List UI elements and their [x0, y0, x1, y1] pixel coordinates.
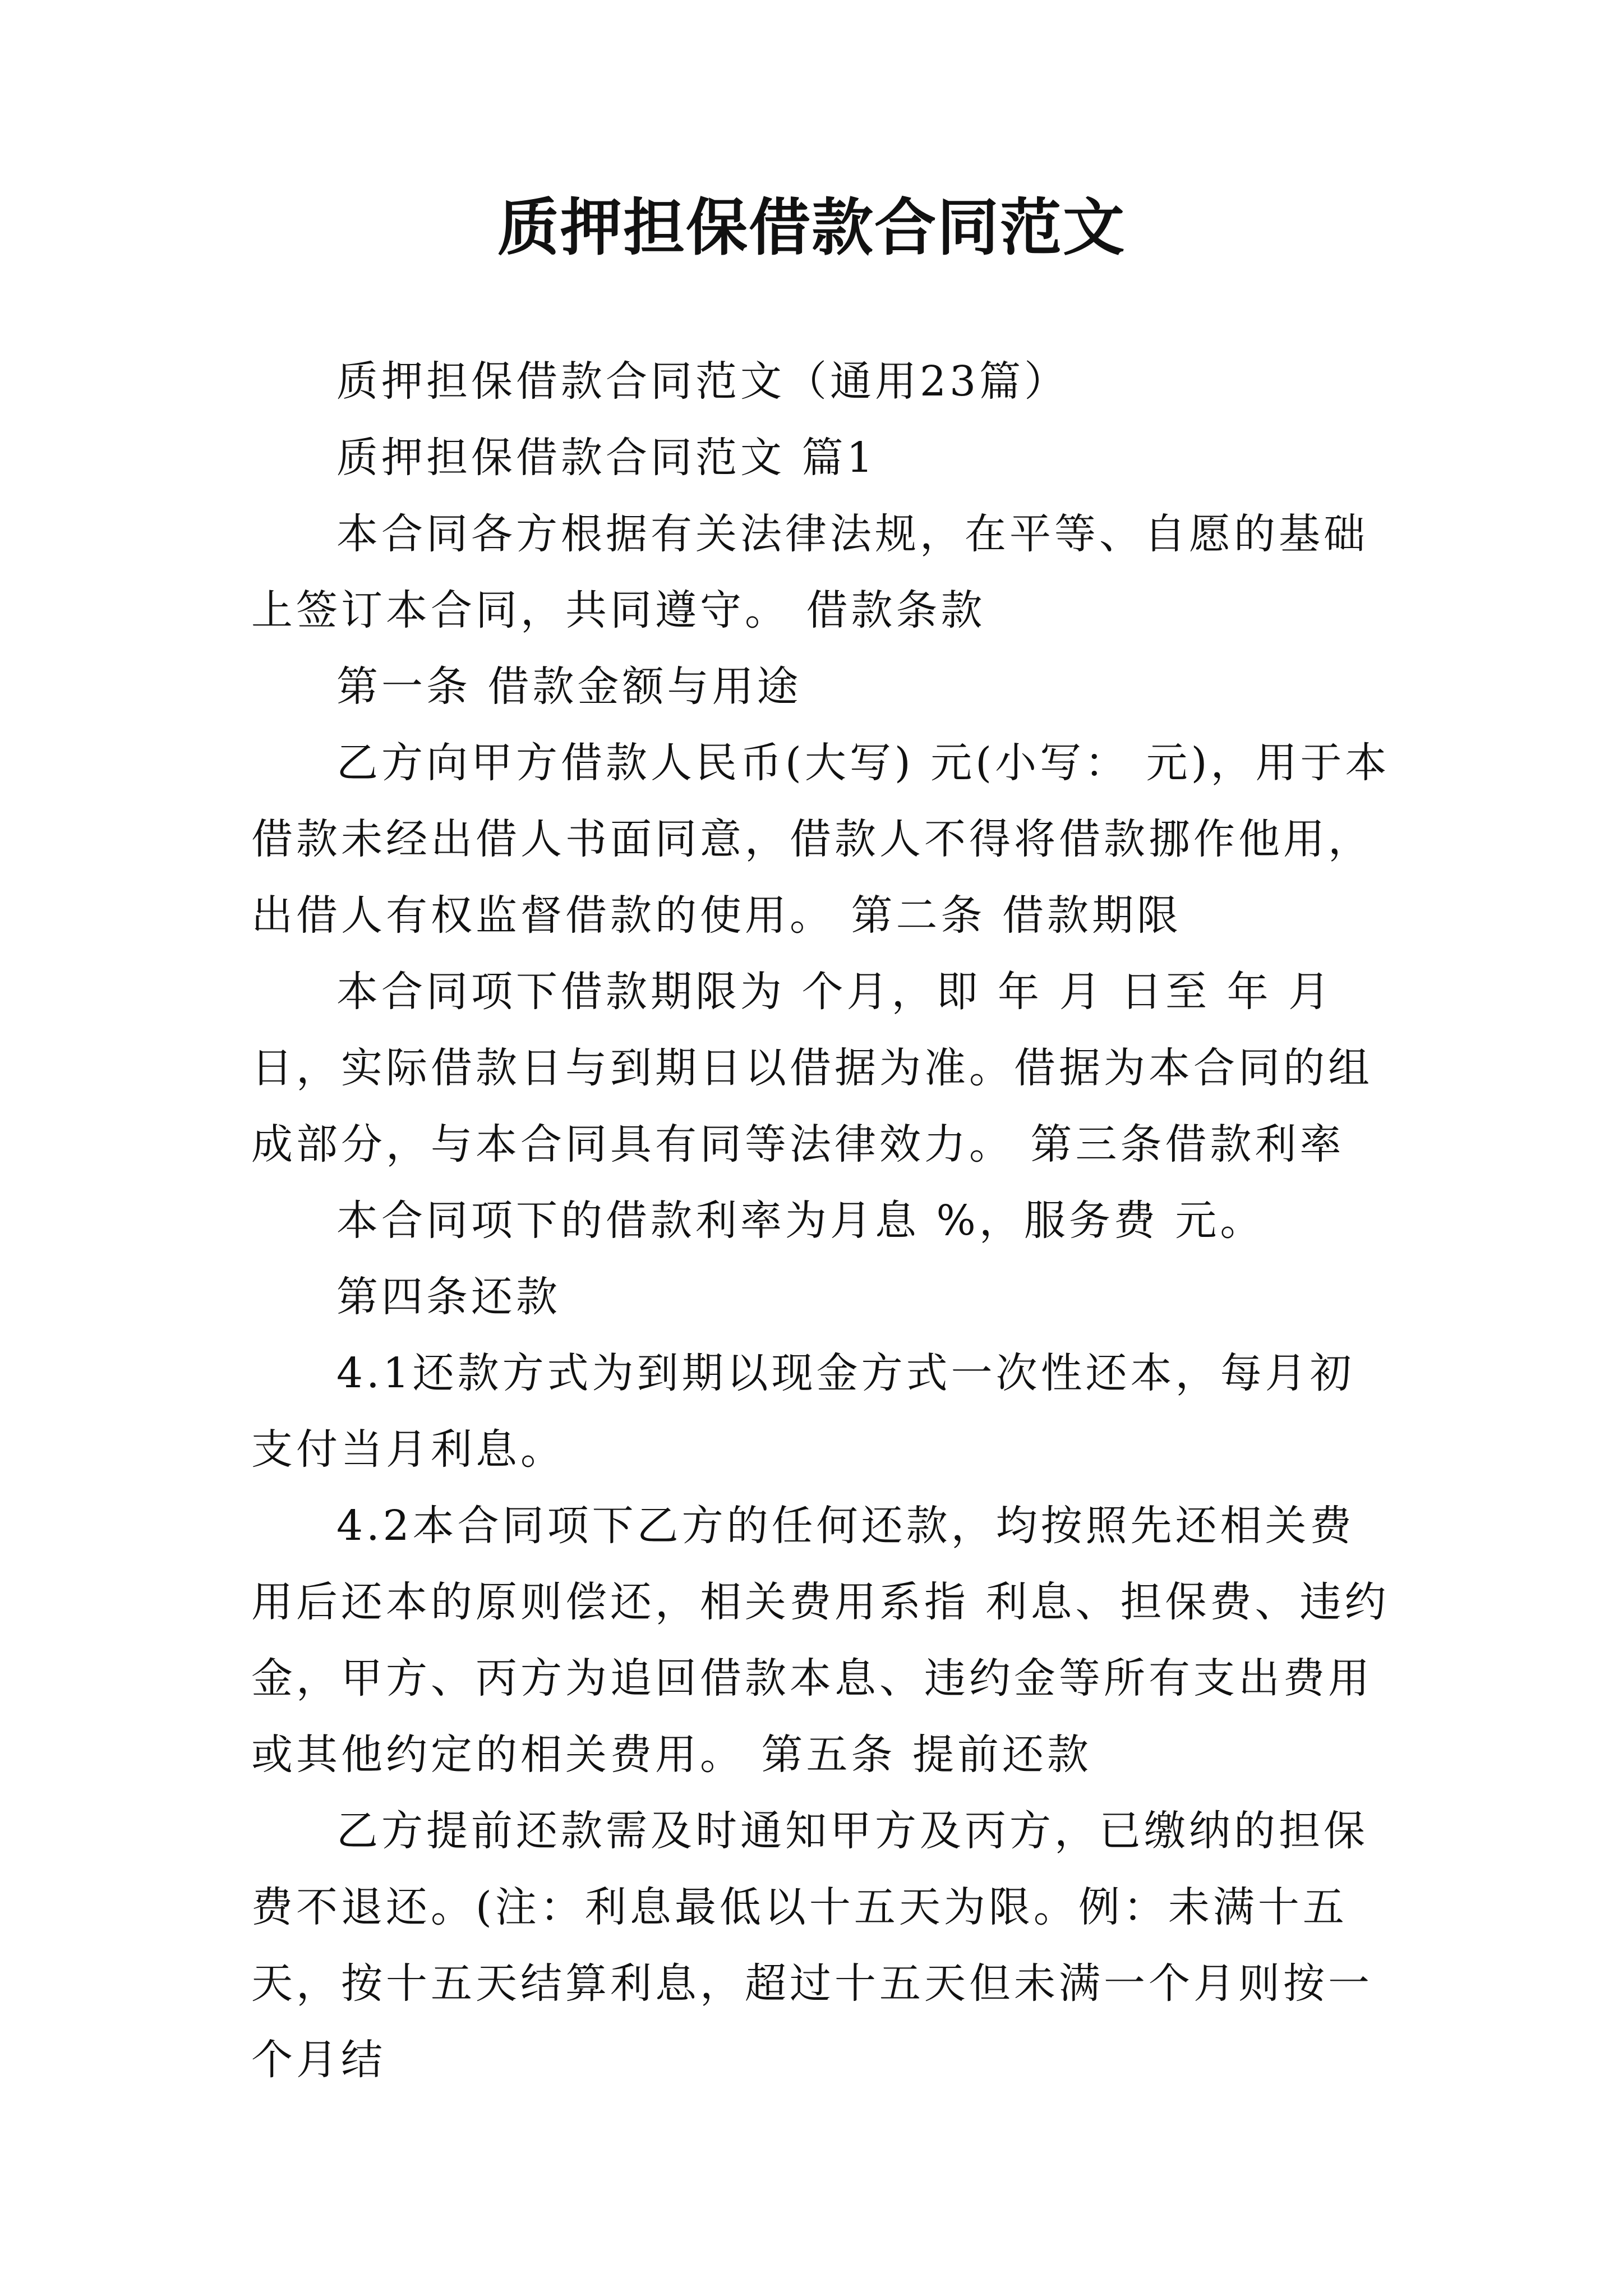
- paragraph-article-5-body: 乙方提前还款需及时通知甲方及丙方，已缴纳的担保费不退还。(注：利息最低以十五天为限。例：未满十五天，按十五天结算利息，超过十五天但未满一个月则按一个月结: [251, 1807, 1373, 2084]
- paragraph-article-2-body: 本合同项下借款期限为 个月，即 年 月 日至 年 月日，实际借款日与到期日以借据为准。借据为本合同的组成部分，与本合同具有同等法律效力。 第三条借款利率: [251, 968, 1373, 1168]
- paragraph-article-1-body: 乙方向甲方借款人民币(大写) 元(小写： 元)，用于本借款未经出借人书面同意，借款人不得将借款挪作他用，出借人有权监督借款的使用。 第二条 借款期限: [251, 739, 1390, 940]
- paragraph-article-3-body: 本合同项下的借款利率为月息 %，服务费 元。: [336, 1197, 1265, 1245]
- paragraph-article-4-heading: 第四条还款: [336, 1273, 561, 1321]
- paragraph-section-heading: 质押担保借款合同范文 篇1: [336, 434, 877, 482]
- document-title: 质押担保借款合同范文: [497, 191, 1126, 264]
- paragraph-clause-4-2: 4.2本合同项下乙方的任何还款，均按照先还相关费用后还本的原则偿还，相关费用系指 利息、担保费、违约金，甲方、丙方为追回借款本息、违约金等所有支出费用或其他约定的相关费用。 第五条 提前还款: [251, 1502, 1390, 1779]
- paragraph-article-1-heading: 第一条 借款金额与用途: [336, 662, 802, 711]
- document-body: [251, 343, 1395, 2098]
- paragraph-preamble: 本合同各方根据有关法律法规，在平等、自愿的基础上签订本合同，共同遵守。 借款条款: [251, 510, 1368, 634]
- paragraph-clause-4-1: 4.1还款方式为到期以现金方式一次性还本，每月初支付当月利息。: [251, 1349, 1355, 1474]
- paragraph-subtitle: 质押担保借款合同范文（通用23篇）: [336, 357, 1069, 406]
